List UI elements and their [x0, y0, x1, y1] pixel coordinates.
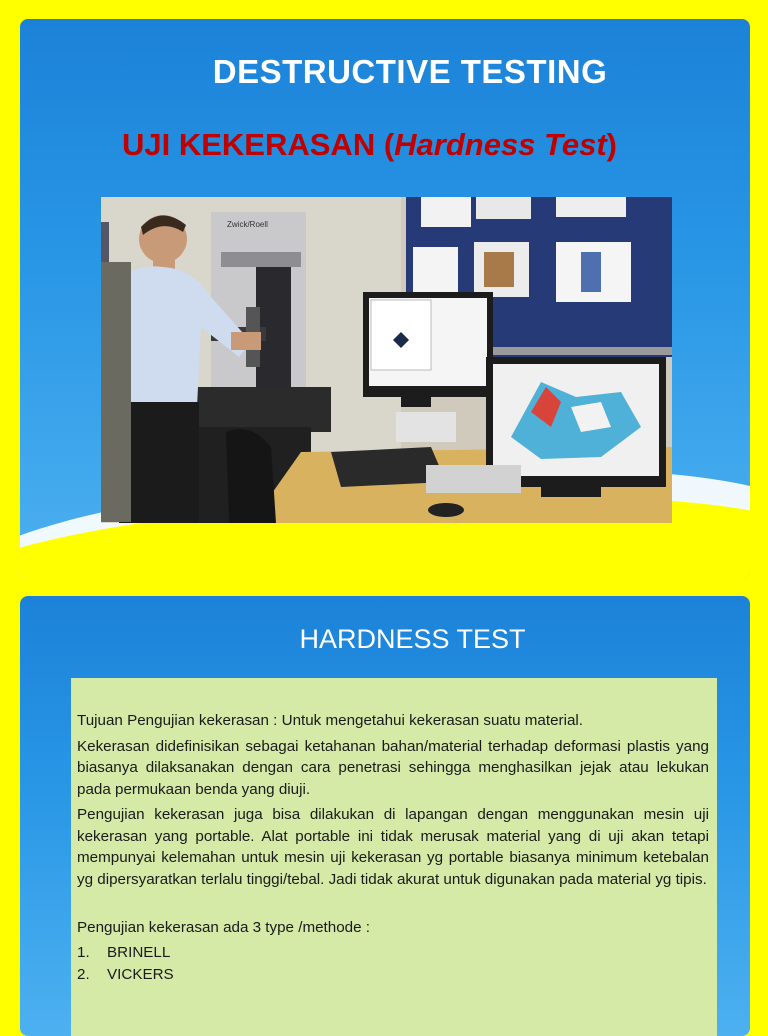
machine-brand-label: Zwick/Roell [227, 220, 268, 229]
slide-2-title: HARDNESS TEST [299, 624, 526, 654]
list-intro: Pengujian kekerasan ada 3 type /methode : [77, 918, 370, 936]
hardness-test-photo [101, 197, 672, 523]
paragraph-purpose: Tujuan Pengujian kekerasan : Untuk mengetahui kekerasan suatu material. [77, 712, 583, 729]
paragraph-definition: Kekerasan didefinisikan sebagai ketahanan bahan/material terhadap deformasi plastis yang biasanya dilaksanakan dengan cara penetrasi sehingga menghasilkan jejak atau lekukan pada permukaan benda yang diuji. [77, 737, 709, 798]
list-item-label: VICKERS [107, 965, 174, 983]
slide-1 [20, 19, 750, 579]
paragraph-portable: Pengujian kekerasan juga bisa dilakukan di lapangan dengan menggunakan mesin uji kekerasan yang portable. Alat portable ini tidak merusak material yang di uji akan tetapi mempunyai kelemahan untuk mesin uji kekerasan yg portable biasanya minimum ketebalan yg dipersyaratkan terlalu tinggi/tebal. Jadi tidak akurat untuk digunakan pada material yg tipis. [77, 806, 709, 889]
lab-photo-illustration [101, 197, 672, 523]
slide-2 [20, 596, 750, 1036]
list-item [77, 942, 709, 964]
content-text-box [71, 678, 717, 1036]
list-item-number: 2. [77, 965, 90, 983]
subtitle-close: ) [606, 127, 617, 162]
list-item-label: BRINELL [107, 944, 171, 962]
subtitle-italic: Hardness Test [394, 127, 607, 162]
list-item-number: 1. [77, 944, 90, 962]
list-item [77, 964, 709, 986]
slide-1-subtitle [122, 127, 617, 163]
subtitle-main: UJI KEKERASAN ( [122, 127, 395, 162]
slide-1-title: DESTRUCTIVE TESTING [212, 53, 608, 90]
